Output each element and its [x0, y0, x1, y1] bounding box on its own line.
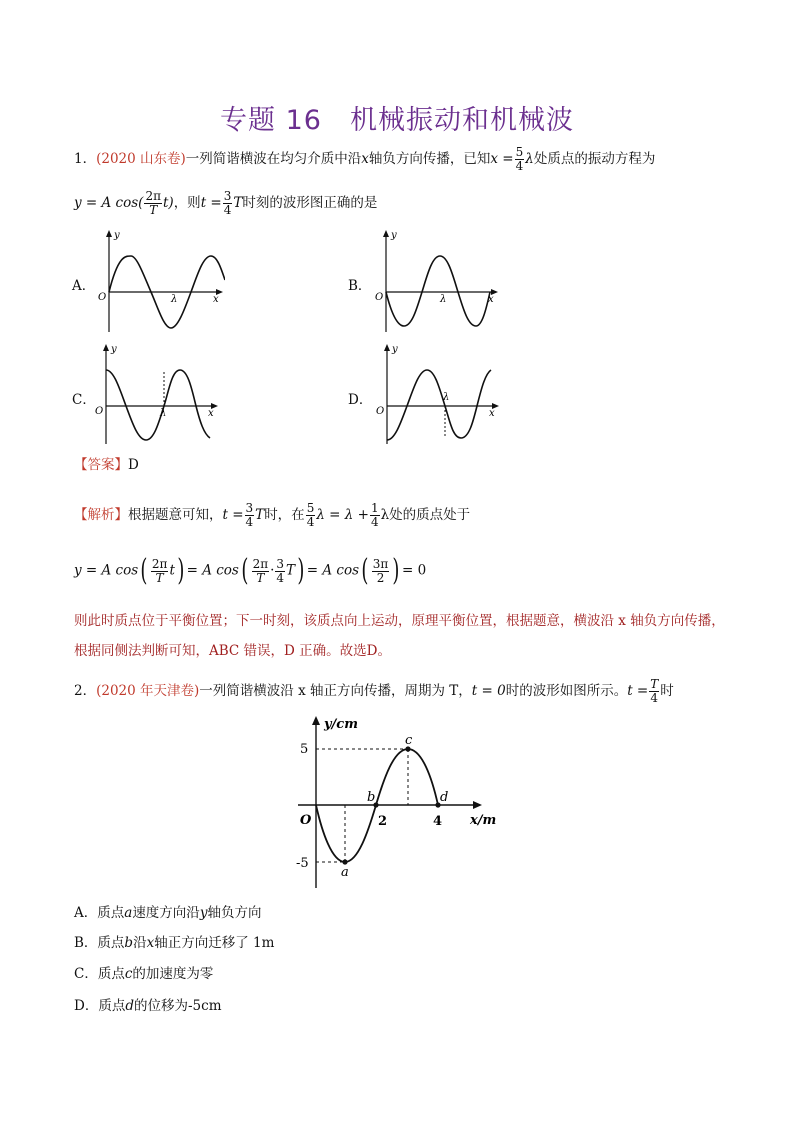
y-arrow	[312, 716, 320, 725]
point-a	[342, 859, 347, 864]
q1-text-c: 处质点的振动方程为	[533, 151, 656, 167]
origin-label: O	[376, 406, 385, 417]
lambda-label: λ	[440, 294, 447, 305]
x-label: x	[213, 294, 219, 305]
analysis-T: T	[255, 507, 265, 523]
q1-graph-d	[373, 342, 503, 446]
q2-option-d: D．质点d的位移为-5cm	[74, 998, 222, 1014]
q2-frac: $\frac{T}{4}$	[650, 677, 659, 705]
y-arrow	[106, 230, 112, 237]
q1-text-d: ，则	[173, 195, 201, 211]
y-label: y	[111, 344, 117, 355]
y-label: y	[391, 230, 397, 241]
q1-option-b-label: B．	[348, 278, 372, 294]
q1-graph-a	[95, 228, 225, 334]
q2-wave-graph	[290, 712, 505, 892]
q2-option-b: B．质点b沿x轴正方向迁移了 1m	[74, 935, 275, 951]
analysis-label: 【解析】	[74, 507, 128, 523]
q1-graph-b	[372, 228, 502, 334]
eq2-eq3: = A cos	[306, 562, 360, 579]
lambda-label: λ	[171, 294, 178, 305]
eq2-eq: = A cos	[186, 562, 239, 579]
q2-t0: t = 0	[471, 683, 506, 699]
x-label: x	[489, 408, 495, 419]
q1-analysis-line1	[74, 502, 470, 529]
analysis-frac-14: $\frac{1}{4}$	[370, 501, 379, 529]
q1-eq-y: y = A cos(	[74, 195, 144, 211]
q1-conclusion-2: 根据同侧法判断可知，ABC 错误，D 正确。故选D。	[74, 643, 391, 659]
q1-text-b: 轴负方向传播，已知	[368, 151, 491, 167]
analysis-a: 根据题意可知，	[128, 507, 223, 523]
lambda-label: λ	[160, 408, 167, 419]
answer-label: 【答案】	[74, 457, 128, 473]
y-label: y	[392, 344, 398, 355]
q1-analysis-equation: y = A cos( $\frac{2\pi}{T}$ t) = A cos( $\frac{2\pi}{T}$ · $\frac{3}{4}$ T) = A cos( $\frac{3\pi}{2}$ ) = 0	[74, 553, 427, 588]
y5-label: 5	[300, 742, 309, 757]
q1-frac-2pi: $\frac{2\pi}{T}$	[145, 189, 161, 217]
y-arrow	[383, 230, 389, 237]
origin-label: O	[95, 406, 104, 417]
q2-text-c: 时	[660, 683, 674, 699]
page-title: 专题 16 机械振动和机械波	[220, 105, 574, 136]
q1-option-c-label: C．	[72, 392, 96, 408]
q2-text-a: 一列简谐横波沿 x 轴正方向传播，周期为 T，	[199, 683, 472, 699]
x2-label: 2	[378, 814, 388, 829]
q1-x-var: x	[361, 151, 369, 167]
q1-answer	[74, 456, 139, 474]
yneg5-label: -5	[296, 856, 309, 871]
q1-option-a-label: A．	[72, 278, 96, 294]
y-label: y	[114, 230, 120, 241]
q1-line1	[74, 146, 655, 173]
q1-lambda: λ	[525, 151, 534, 167]
x-arrow	[473, 801, 482, 809]
y-arrow	[384, 344, 390, 351]
lambda-label: λ	[443, 392, 450, 403]
x4-label: 4	[433, 814, 443, 829]
q1-option-d-label: D．	[348, 392, 373, 408]
q2-t-eq: t =	[627, 683, 649, 699]
y-axis-label: y/cm	[324, 717, 358, 732]
q1-x-eq: x =	[490, 151, 514, 167]
q1-text-a: 一列简谐横波在均匀介质中沿	[185, 151, 362, 167]
eq2-t: t	[169, 562, 175, 579]
origin-label: O	[300, 813, 312, 828]
x-label: x	[208, 408, 214, 419]
q2-stem	[74, 678, 674, 705]
q1-graph-c	[92, 342, 222, 446]
q2-text-b: 时的波形如图所示。	[505, 683, 628, 699]
a-label: a	[341, 865, 349, 880]
q1-T-var: T	[233, 195, 243, 211]
q1-frac-54: $\frac{5}{4}$	[515, 145, 524, 173]
q1-t-eq: t =	[200, 195, 222, 211]
wave-d	[387, 370, 491, 440]
q1-eq-close: t)	[162, 195, 174, 211]
analysis-t: t =	[222, 507, 244, 523]
q1-line2	[74, 190, 377, 217]
q1-conclusion-1: 则此时质点位于平衡位置；下一时刻，该质点向上运动，原理平衡位置，根据题意，横波沿 x 轴负方向传播，	[74, 613, 725, 629]
q1-source: (2020 山东卷)	[96, 151, 186, 167]
analysis-eq: λ = λ +	[316, 507, 369, 523]
q2-number: 2．	[74, 683, 97, 699]
y-arrow	[103, 344, 109, 351]
eq2-y: y = A cos	[74, 562, 139, 579]
wave-b	[386, 256, 490, 326]
eq2-dot: ·	[270, 562, 275, 579]
answer-value: D	[128, 457, 139, 473]
q1-text-e: 时刻的波形图正确的是	[242, 195, 378, 211]
q1-number: 1．	[74, 151, 97, 167]
origin-label: O	[375, 292, 384, 303]
wave-c	[106, 370, 210, 440]
d-label: d	[440, 790, 449, 805]
analysis-c: λ处的质点处于	[380, 507, 471, 523]
c-label: c	[405, 733, 413, 748]
analysis-frac-34: $\frac{3}{4}$	[245, 501, 254, 529]
q2-option-c: C．质点c的加速度为零	[74, 966, 214, 982]
q2-source: (2020 年天津卷)	[96, 683, 200, 699]
eq2-zero: = 0	[402, 562, 427, 579]
b-label: b	[367, 790, 376, 805]
x-axis-label: x/m	[470, 813, 497, 828]
analysis-b: 时，在	[264, 507, 305, 523]
q1-frac-34: $\frac{3}{4}$	[223, 189, 232, 217]
origin-label: O	[98, 292, 107, 303]
x-label: x	[488, 294, 494, 305]
q2-option-a: A．质点a速度方向沿y轴负方向	[74, 905, 262, 921]
analysis-frac-54: $\frac{5}{4}$	[306, 501, 315, 529]
